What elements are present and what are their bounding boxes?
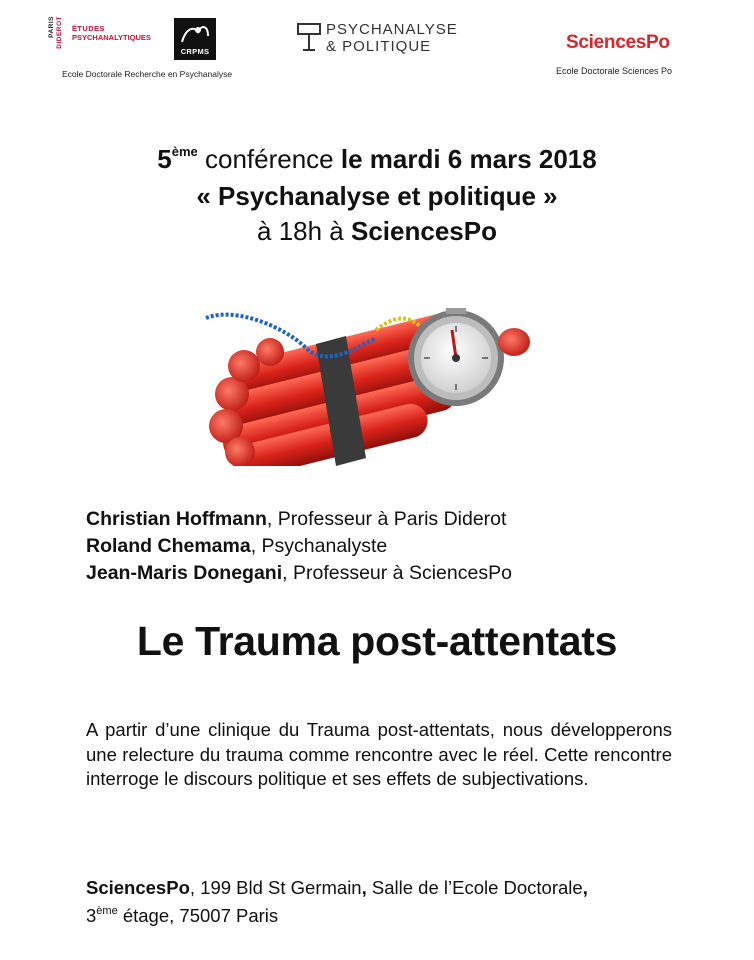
speaker-item: Jean-Maris Donegani, Professeur à SciencesPo [86, 562, 512, 584]
crpms-logo: CRPMS [174, 18, 216, 60]
etudes-psychanalytiques-logo: ÉTUDES PSYCHANALYTIQUES [72, 24, 151, 42]
speaker-item: Christian Hoffmann, Professeur à Paris Diderot [86, 508, 507, 530]
paris-diderot-logo: PARIS DIDEROT [48, 16, 63, 49]
ecole-doctorale-sciencespo: Ecole Doctorale Sciences Po [556, 66, 673, 76]
venue-address: SciencesPo, 199 Bld St Germain, Salle de l’Ecole Doctorale, 3ème étage, 75007 Paris [86, 877, 588, 926]
psychanalyse-politique-logo: PSYCHANALYSE & POLITIQUE [326, 21, 458, 55]
dynamite-bomb-icon [196, 308, 536, 466]
lecture-title: Le Trauma post-attentats [136, 618, 618, 664]
sciencespo-logo: SciencesPo [566, 32, 670, 53]
speaker-item: Roland Chemama, Psychanalyste [86, 535, 388, 557]
conference-date-line: 5ème conférence le mardi 6 mars 2018 [157, 144, 597, 174]
speakers-list [86, 506, 512, 587]
ecole-doctorale-psychanalyse: Ecole Doctorale Recherche en Psychanalyse [62, 69, 233, 79]
psychanalyse-politique-icon [296, 22, 322, 57]
conference-time-venue: à 18h à SciencesPo [257, 216, 497, 246]
abstract-paragraph: A partir d’une clinique du Trauma post-attentats, nous développerons une relecture du trauma comme rencontre avec le réel. Cette rencontre interroge le discours politique et ses effets de subjectivations. [86, 719, 672, 789]
conference-series-title: « Psychanalyse et politique » [196, 181, 558, 211]
